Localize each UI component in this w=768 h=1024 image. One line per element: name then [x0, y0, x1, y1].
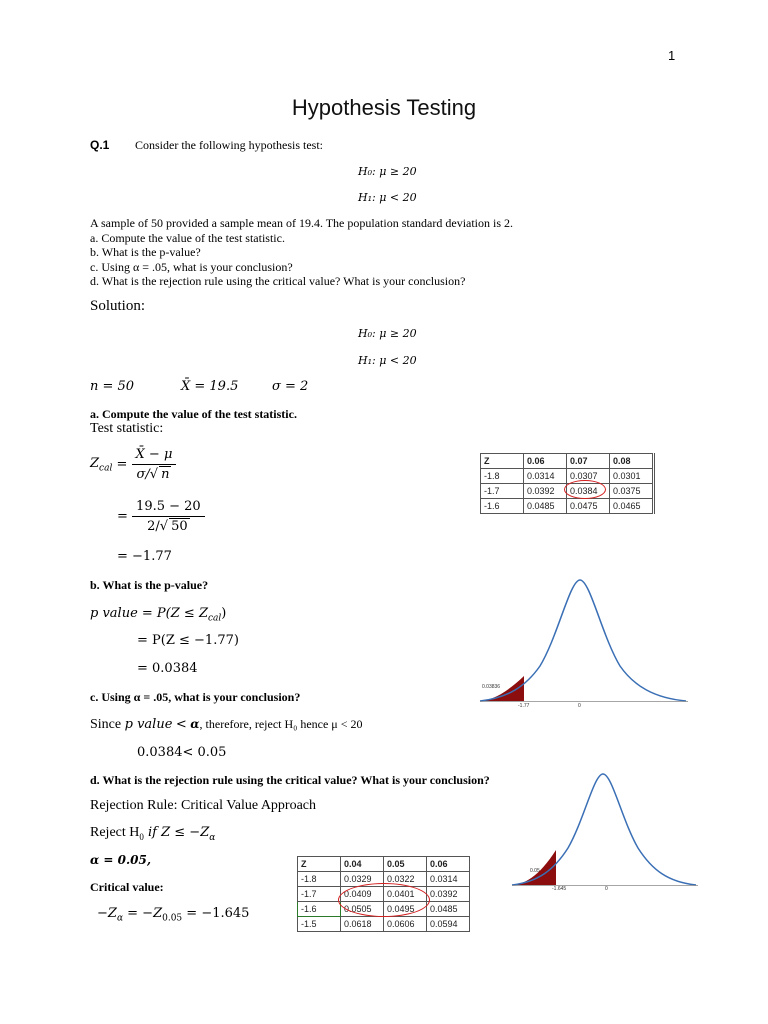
table-cell: 0.0401	[384, 887, 427, 902]
critical-value-formula: $-Z_\alpha = -Z_{0.05} = -1.645$	[97, 906, 250, 924]
table-cell: -1.6	[298, 902, 341, 917]
table-cell: 0.0485	[524, 499, 567, 514]
table-cell: 0.0409	[341, 887, 384, 902]
table-row	[481, 469, 654, 484]
table-cell-highlighted: 0.0384	[567, 484, 610, 499]
table-header: 0.06	[427, 857, 470, 872]
formula-zcal: $Z_{cal}$ = $\frac{X̄ - \mu}{\sigma/√ n}$	[90, 447, 176, 482]
part-c-heading: c. Using α = .05, what is your conclusion?	[90, 690, 301, 704]
pvalue-line-3: = 0.0384	[137, 661, 198, 676]
conclusion-line: Since p value < α, therefore, reject H₀ hence μ < 20	[90, 717, 363, 732]
alpha-value: α = 0.05,	[90, 853, 152, 867]
sample-mean: X̄ = 19.5	[181, 379, 239, 394]
table-cell: 0.0314	[427, 872, 470, 887]
table-cell: -1.7	[481, 484, 524, 499]
part-d-heading: d. What is the rejection rule using the critical value? What is your conclusion?	[90, 773, 490, 787]
table-cell: 0.0329	[341, 872, 384, 887]
tick-label: -1.645	[552, 886, 567, 892]
table-cell: -1.7	[298, 887, 341, 902]
null-hypothesis: H₀: μ ≥ 20	[358, 165, 417, 178]
alt-hypothesis: H₁: μ < 20	[358, 191, 417, 204]
pvalue-line-2: = P(Z ≤ −1.77)	[137, 633, 239, 648]
table-header: 0.08	[610, 454, 654, 469]
tick-label: 0	[605, 886, 608, 892]
normal-curve-2	[510, 770, 700, 895]
part-b-heading: b. What is the p-value?	[90, 578, 209, 592]
part-a-sub: Test statistic:	[90, 421, 164, 436]
table-cell: 0.0392	[524, 484, 567, 499]
formula-substitution: = $\frac{19.5 - 20}{2/√ 50}$	[117, 499, 205, 534]
table-header: 0.05	[384, 857, 427, 872]
test-statistic-result: = −1.77	[117, 549, 172, 564]
area-label: 0.05	[530, 868, 540, 874]
problem-line: A sample of 50 provided a sample mean of 19.4. The population standard deviation is 2.	[90, 216, 514, 230]
table-cell: 0.0322	[384, 872, 427, 887]
table-header: 0.06	[524, 454, 567, 469]
critical-value-label: Critical value:	[90, 880, 164, 894]
table-cell: 0.0307	[567, 469, 610, 484]
table-header-row	[298, 857, 470, 872]
table-cell: 0.0485	[427, 902, 470, 917]
table-cell: 0.0375	[610, 484, 654, 499]
area-label: 0.03836	[482, 684, 501, 690]
table-header: Z	[298, 857, 341, 872]
problem-line: b. What is the p-value?	[90, 245, 201, 259]
table-header: 0.07	[567, 454, 610, 469]
table-cell: 0.0392	[427, 887, 470, 902]
reject-condition: Reject $H_0$ if $Z \le -Z_\alpha$	[90, 825, 216, 843]
sample-size: n = 50	[90, 379, 135, 394]
table-cell: 0.0606	[384, 917, 427, 932]
table-cell: -1.6	[481, 499, 524, 514]
table-cell: -1.8	[298, 872, 341, 887]
table-cell-highlighted: 0.0505	[341, 902, 384, 917]
table-row	[298, 917, 470, 932]
solution-heading: Solution:	[90, 298, 146, 314]
table-cell: 0.0301	[610, 469, 654, 484]
table-header: Z	[481, 454, 524, 469]
problem-statement	[90, 216, 513, 289]
table-cell: 0.0314	[524, 469, 567, 484]
population-sd: σ = 2	[272, 379, 309, 394]
problem-line: a. Compute the value of the test statistic.	[90, 230, 285, 245]
pvalue-line-1: p value = $P(Z \le Z_{cal})$	[90, 606, 227, 624]
table-row	[481, 499, 654, 514]
table-cell-highlighted: 0.0495	[384, 902, 427, 917]
solution-null-hypothesis: H₀: μ ≥ 20	[358, 327, 417, 340]
tick-label: 0	[578, 703, 581, 709]
table-cell: 0.0465	[610, 499, 654, 514]
table-cell: 0.0618	[341, 917, 384, 932]
page-title: Hypothesis Testing	[291, 95, 477, 120]
table-cell: -1.5	[298, 917, 341, 932]
table-cell: 0.0475	[567, 499, 610, 514]
question-intro: Consider the following hypothesis test:	[135, 138, 323, 152]
problem-line: c. Using α = .05, what is your conclusion?	[90, 259, 293, 274]
normal-curve-1	[478, 574, 698, 709]
highlight-circle	[338, 883, 430, 917]
table-header-row	[481, 454, 654, 469]
table-cell: 0.0594	[427, 917, 470, 932]
page-number: 1	[668, 48, 676, 63]
question-label: Q.1	[90, 138, 110, 152]
tick-label: -1.77	[518, 703, 530, 709]
highlight-circle	[564, 480, 606, 499]
rejection-rule: Rejection Rule: Critical Value Approach	[90, 798, 317, 813]
table-cell: -1.8	[481, 469, 524, 484]
curve-line	[480, 580, 686, 701]
table-header: 0.04	[341, 857, 384, 872]
part-a-heading: a. Compute the value of the test statistic.	[90, 407, 297, 421]
problem-line: d. What is the rejection rule using the critical value? What is your conclusion?	[90, 274, 466, 288]
comparison-line: 0.0384< 0.05	[137, 745, 227, 760]
solution-alt-hypothesis: H₁: μ < 20	[358, 354, 417, 367]
